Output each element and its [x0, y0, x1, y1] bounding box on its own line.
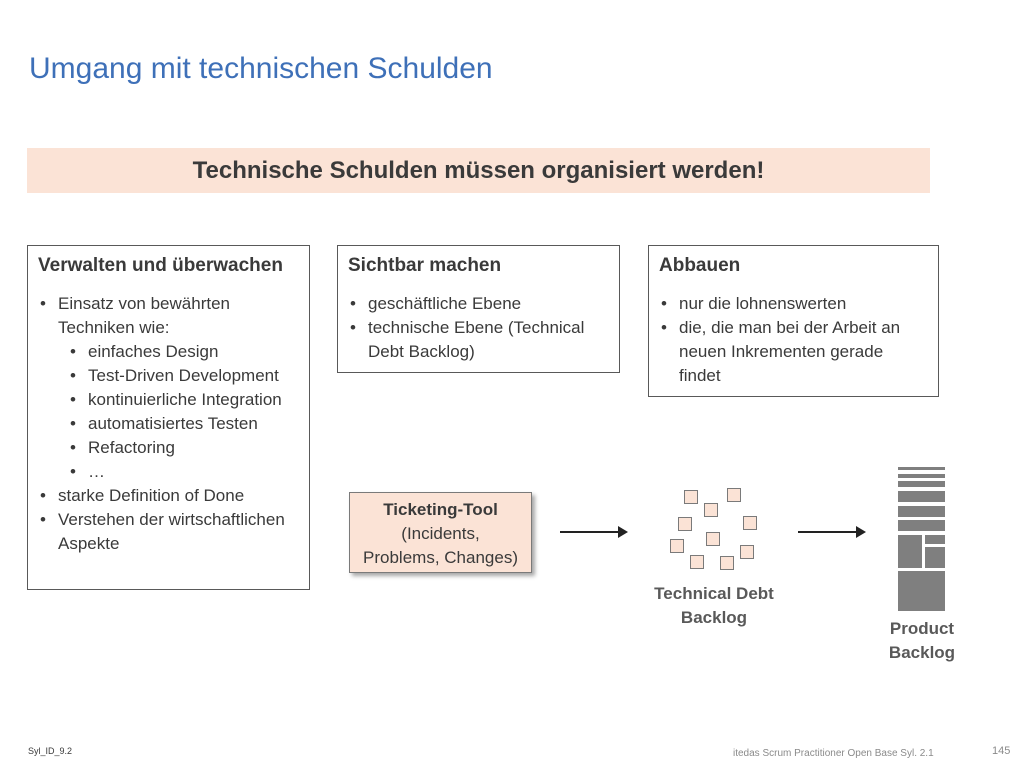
arrow-to-product-backlog — [798, 531, 864, 533]
ticketing-tool-box — [349, 492, 532, 573]
bullet-list — [659, 292, 928, 388]
product-backlog-label: Product Backlog — [888, 619, 956, 662]
box-heading: Sichtbar machen — [348, 255, 502, 276]
list-item: • nur die lohnenswerten — [659, 292, 928, 316]
key-message-banner: Technische Schulden müssen organisiert werden! — [27, 148, 930, 193]
sub-bullet-list — [38, 340, 299, 484]
ticketing-tool-line: (Incidents, — [401, 524, 480, 543]
box-make-visible — [337, 245, 620, 373]
list-item: • Verstehen der wirtschaftlichen Aspekte — [38, 508, 299, 556]
box-manage-monitor — [27, 245, 310, 590]
bullet-list — [348, 292, 609, 364]
list-item: • Einsatz von bewährten Techniken wie: — [38, 292, 299, 340]
list-item: • Test-Driven Development — [38, 364, 299, 388]
box-heading: Abbauen — [659, 255, 741, 276]
list-item: • kontinuierliche Integration — [38, 388, 299, 412]
box-reduce — [648, 245, 939, 397]
list-item: • geschäftliche Ebene — [348, 292, 609, 316]
page-number: 145 — [992, 745, 1011, 757]
list-item: • starke Definition of Done — [38, 484, 299, 508]
arrow-to-tech-debt — [560, 531, 626, 533]
page-title: Umgang mit technischen Schulden — [29, 52, 493, 85]
bullet-list — [38, 484, 299, 556]
ticketing-tool-line: Problems, Changes) — [363, 548, 518, 567]
list-item: • … — [38, 460, 299, 484]
box-heading: Verwalten und überwachen — [38, 255, 283, 276]
tech-debt-backlog-label: Technical Debt Backlog — [654, 584, 774, 627]
bullet-list — [38, 292, 299, 340]
list-item: • die, die man bei der Arbeit an neuen Inkrementen gerade findet — [659, 316, 928, 388]
ticketing-tool-title: Ticketing-Tool — [383, 500, 498, 519]
footer-slide-id: Syl_ID_9.2 — [28, 746, 73, 756]
list-item: • Refactoring — [38, 436, 299, 460]
footer-course-title: itedas Scrum Practitioner Open Base Syl. 2.1 — [733, 748, 934, 759]
list-item: • technische Ebene (Technical Debt Backlog) — [348, 316, 609, 364]
list-item: • automatisiertes Testen — [38, 412, 299, 436]
list-item: • einfaches Design — [38, 340, 299, 364]
